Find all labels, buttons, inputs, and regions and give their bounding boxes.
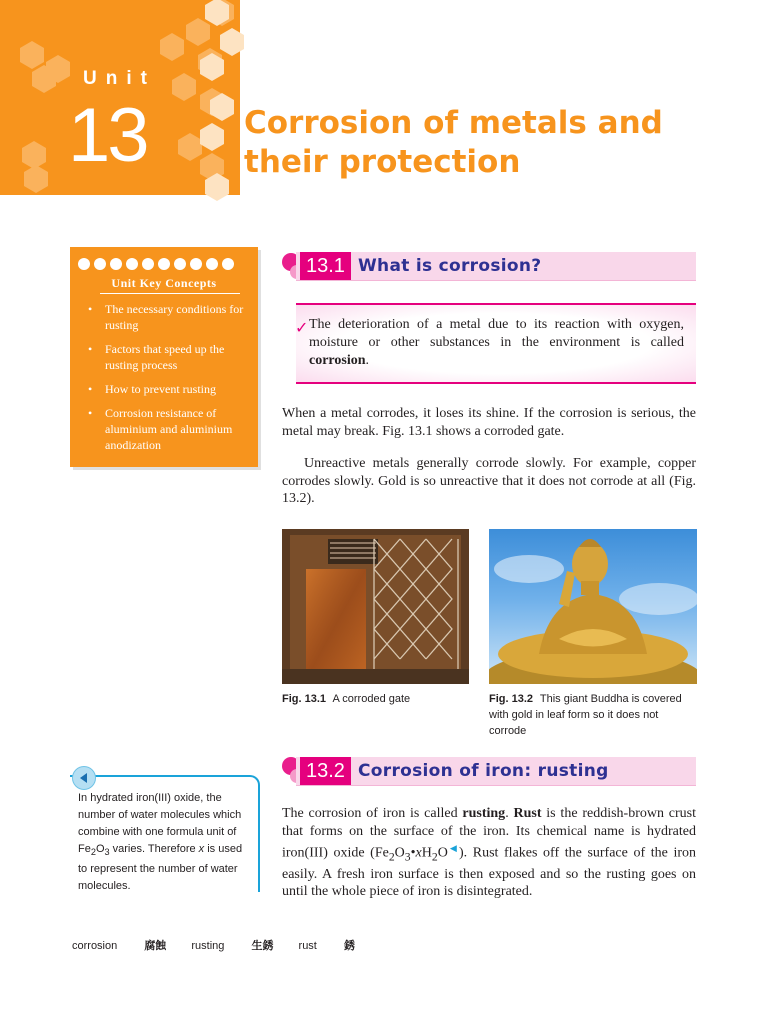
list-item: • Factors that speed up the rusting process (88, 341, 258, 373)
list-item: • How to prevent rusting (88, 381, 258, 397)
corroded-gate-photo (282, 529, 469, 684)
section-title: What is corrosion? (358, 256, 542, 276)
section-heading-bar (296, 252, 696, 281)
glossary-item: rust 銹 (298, 940, 355, 952)
section-heading-bar (296, 757, 696, 786)
unit-label: Unit (83, 68, 156, 89)
divider (100, 293, 240, 294)
paragraph: When a metal corrodes, it loses its shine. If the corrosion is serious, the metal may break. Fig. 13.1 shows a corroded gate. (282, 406, 696, 439)
decorative-dots (78, 257, 253, 271)
key-term: rusting (462, 806, 506, 821)
section-number: 13.2 (300, 757, 351, 785)
key-concepts-box (70, 247, 258, 467)
section-number: 13.1 (300, 252, 351, 280)
glossary-item: rusting 生銹 (191, 940, 274, 952)
note-link-icon[interactable]: ◀ (447, 843, 459, 853)
paragraph: Unreactive metals generally corrode slowly. For example, copper corrodes slowly. Gold is so unreactive that it does not corrode at all (Fig. 13.2). (282, 456, 696, 506)
paragraph: The corrosion of iron is called rusting. Rust is the reddish-brown crust that forms on the surface of the iron. Its chemical name is hydrated iron(III) oxide $(Fe_2O_3•xH_2O^◀)$. Rust flakes off the surface of the iron easily. A fresh iron surface is then exposed and so the rusting goes on until the whole piece of iron is disintegrated. (282, 806, 696, 900)
figure-caption: Fig. 13.1 A corroded gate (282, 693, 411, 705)
definition-text: The deterioration of a metal due to its reaction with oxygen, moisture or other substances in the environment is called corrosion. (309, 317, 684, 368)
golden-buddha-photo (489, 529, 697, 684)
key-concepts-list (88, 301, 258, 461)
list-item: • The necessary conditions for rusting (88, 301, 258, 333)
note-arrow-icon[interactable] (72, 766, 96, 790)
figure-label: Fig. 13.2 (489, 693, 534, 705)
title-line-1: Corrosion of metals and (244, 105, 663, 141)
checkmark-icon: ✓ (295, 318, 309, 337)
page-title (244, 104, 744, 182)
figure-label: Fig. 13.1 (282, 693, 327, 705)
section-title: Corrosion of iron: rusting (358, 761, 609, 781)
unit-number: 13 (68, 93, 147, 178)
key-concepts-title: Unit Key Concepts (111, 276, 217, 290)
figure-caption: Fig. 13.2 This giant Buddha is covered with gold in leaf form so it does not corrode (489, 693, 682, 737)
key-term: Rust (513, 806, 542, 821)
list-item: • Corrosion resistance of aluminium and aluminium anodization (88, 405, 258, 453)
title-line-2: their protection (244, 144, 521, 180)
key-term: corrosion (309, 353, 366, 368)
side-note-text: In hydrated iron(III) oxide, the number of water molecules which combine with one formula unit of $Fe_2O_3$ varies. Therefore x is used to represent the number of water molecules. (78, 792, 243, 893)
glossary-footer (72, 937, 377, 953)
glossary-item: corrosion 腐蝕 (72, 940, 167, 952)
